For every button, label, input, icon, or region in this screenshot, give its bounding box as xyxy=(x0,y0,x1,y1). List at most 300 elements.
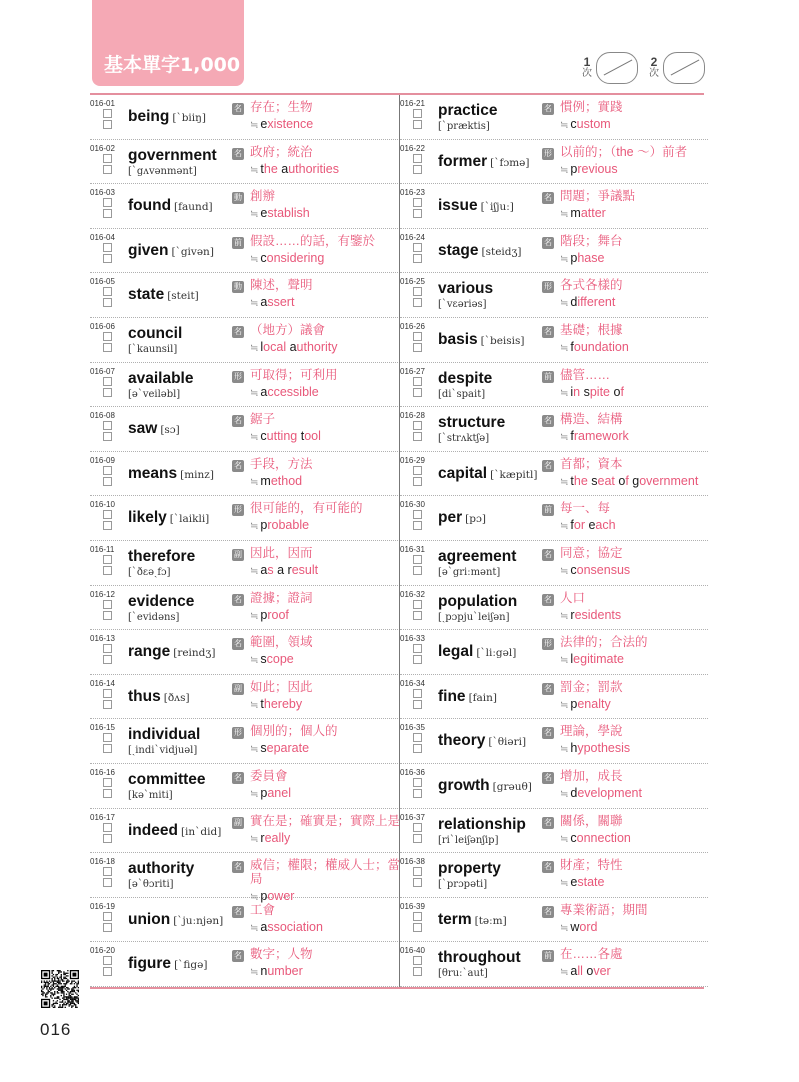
headword: thus xyxy=(128,687,161,705)
qr-module xyxy=(62,1005,63,1006)
qr-module xyxy=(54,987,55,988)
review-checkbox[interactable] xyxy=(103,377,112,386)
qr-code[interactable] xyxy=(41,970,79,1008)
qr-module xyxy=(67,970,68,971)
synonym-part: anel xyxy=(267,785,291,800)
review-checkbox[interactable] xyxy=(413,243,422,252)
page-number: 016 xyxy=(40,1020,72,1039)
word-line xyxy=(438,911,548,929)
definition-block xyxy=(250,234,400,267)
qr-module xyxy=(59,983,60,984)
qr-module xyxy=(53,986,54,987)
synonym-part: p xyxy=(570,696,578,711)
entry-number: 016-15 xyxy=(90,723,115,733)
qr-module xyxy=(66,975,67,976)
approx-icon: ≒ xyxy=(560,788,569,800)
qr-module xyxy=(46,980,47,981)
approx-icon: ≒ xyxy=(250,164,259,176)
qr-module xyxy=(58,970,59,971)
headword: committee xyxy=(128,770,206,788)
synonym-part: p xyxy=(260,785,268,800)
qr-module xyxy=(54,978,55,979)
review-tracker-2[interactable] xyxy=(647,52,705,84)
qr-module xyxy=(61,987,62,988)
entry-number: 016-10 xyxy=(90,500,115,510)
phonetic: [əˋθɔriti] xyxy=(128,879,174,891)
review-checkbox[interactable] xyxy=(413,689,422,698)
review-checkbox[interactable] xyxy=(103,733,112,742)
review-checkbox[interactable] xyxy=(103,120,112,129)
review-checkbox[interactable] xyxy=(413,298,422,307)
word-block xyxy=(438,318,548,362)
word-line xyxy=(128,548,238,566)
qr-module xyxy=(44,986,45,987)
synonym-part: m xyxy=(260,473,271,488)
synonym xyxy=(560,117,710,133)
qr-module xyxy=(61,990,62,991)
qr-module xyxy=(54,994,55,995)
review-checkbox[interactable] xyxy=(413,834,422,843)
qr-module xyxy=(59,970,60,971)
review-checkbox[interactable] xyxy=(413,912,422,921)
review-checkbox[interactable] xyxy=(103,521,112,530)
qr-module xyxy=(50,992,51,993)
definition: 階段；舞台 xyxy=(560,233,623,248)
synonym-part: xistence xyxy=(267,117,314,131)
definition: 人口 xyxy=(560,590,586,605)
review-checkbox[interactable] xyxy=(413,254,422,263)
vocab-entry xyxy=(400,452,708,497)
phonetic: [ˋevidəns] xyxy=(128,611,180,623)
review-checkbox[interactable] xyxy=(103,466,112,475)
definition-block xyxy=(250,947,400,980)
definition: 法律的；合法的 xyxy=(560,635,648,650)
qr-module xyxy=(62,1000,63,1001)
qr-module xyxy=(61,979,62,980)
review-checkbox[interactable] xyxy=(413,555,422,564)
review-checkbox[interactable] xyxy=(103,343,112,352)
review-checkbox[interactable] xyxy=(103,823,112,832)
review-checkbox[interactable] xyxy=(103,867,112,876)
synonym-part: a xyxy=(260,384,268,399)
vocab-entry xyxy=(400,764,708,809)
vocab-entry xyxy=(400,496,708,541)
qr-module xyxy=(58,973,59,974)
review-checkbox[interactable] xyxy=(103,644,112,653)
review-checkbox[interactable] xyxy=(413,198,422,207)
definition-block xyxy=(560,278,710,311)
review-checkbox[interactable] xyxy=(413,154,422,163)
synonym-part: p xyxy=(260,607,268,622)
part-of-speech-badge: 名 xyxy=(544,193,552,203)
qr-module xyxy=(62,991,63,992)
definition: 關係，關聯 xyxy=(560,813,623,828)
review-checkbox[interactable] xyxy=(103,388,112,397)
tracker-number: 2 xyxy=(650,55,658,69)
definition-block xyxy=(560,412,710,445)
approx-icon: ≒ xyxy=(250,298,259,310)
qr-module xyxy=(61,1001,62,1002)
approx-icon: ≒ xyxy=(560,476,569,488)
review-checkbox[interactable] xyxy=(413,377,422,386)
entry-number: 016-28 xyxy=(400,411,425,421)
definition-block xyxy=(250,145,400,178)
synonym xyxy=(250,518,400,534)
qr-module xyxy=(78,1003,79,1004)
headword: indeed xyxy=(128,821,178,839)
qr-module xyxy=(74,999,75,1000)
review-checkbox[interactable] xyxy=(413,388,422,397)
synonym-part: a xyxy=(277,562,288,577)
review-checkbox[interactable] xyxy=(103,254,112,263)
qr-module xyxy=(53,984,54,985)
qr-module xyxy=(61,974,62,975)
review-checkbox[interactable] xyxy=(103,956,112,965)
review-checkbox[interactable] xyxy=(413,209,422,218)
qr-module xyxy=(57,970,58,971)
phonetic: [pɔ] xyxy=(465,513,486,526)
vocab-entry xyxy=(400,541,708,586)
qr-module xyxy=(72,1005,73,1006)
review-checkbox[interactable] xyxy=(413,644,422,653)
review-checkbox[interactable] xyxy=(103,421,112,430)
synonym xyxy=(250,340,400,356)
synonym xyxy=(560,162,710,178)
qr-module xyxy=(58,983,59,984)
qr-module xyxy=(76,994,77,995)
qr-module xyxy=(66,1003,67,1004)
phonetic: [ˋpræktis] xyxy=(438,121,490,132)
qr-module xyxy=(53,988,54,989)
review-checkbox[interactable] xyxy=(103,154,112,163)
approx-icon: ≒ xyxy=(250,253,259,265)
review-checkbox[interactable] xyxy=(103,923,112,932)
review-checkbox[interactable] xyxy=(103,332,112,341)
review-checkbox[interactable] xyxy=(413,655,422,664)
synonym-part: esidents xyxy=(574,607,622,622)
synonym-part: p xyxy=(260,518,268,533)
qr-module xyxy=(62,998,63,999)
headword: former xyxy=(438,152,488,170)
qr-module xyxy=(74,986,75,987)
review-checkbox[interactable] xyxy=(103,878,112,887)
qr-module xyxy=(76,990,77,991)
review-checkbox[interactable] xyxy=(413,120,422,129)
synonym xyxy=(560,741,710,757)
word-block xyxy=(438,942,548,986)
qr-module xyxy=(51,979,52,980)
qr-module xyxy=(61,971,62,972)
review-checkbox[interactable] xyxy=(103,700,112,709)
headword: being xyxy=(128,108,170,125)
review-checkbox[interactable] xyxy=(103,209,112,218)
qr-module xyxy=(65,996,66,997)
part-of-speech-badge: 名 xyxy=(544,326,552,336)
review-checkbox[interactable] xyxy=(103,287,112,296)
qr-module xyxy=(69,998,70,999)
qr-module xyxy=(59,971,60,972)
synonym-part: revious xyxy=(577,161,618,176)
synonym-part: h xyxy=(570,741,578,756)
phonetic: [kəˋmiti] xyxy=(128,789,173,801)
qr-module xyxy=(66,999,67,1000)
synonym xyxy=(560,964,710,980)
phonetic: [diˋspait] xyxy=(438,388,486,400)
vocab-entry xyxy=(90,719,398,764)
word-block xyxy=(128,363,238,407)
review-checkbox[interactable] xyxy=(103,778,112,787)
review-checkbox[interactable] xyxy=(413,611,422,620)
review-checkbox[interactable] xyxy=(103,611,112,620)
review-checkbox[interactable] xyxy=(103,834,112,843)
review-checkbox[interactable] xyxy=(103,744,112,753)
definition-block xyxy=(250,412,400,445)
definition-block xyxy=(250,278,400,311)
review-checkbox[interactable] xyxy=(103,912,112,921)
review-checkbox[interactable] xyxy=(413,510,422,519)
synonym xyxy=(560,206,710,222)
synonym-part: utting xyxy=(266,429,301,444)
vocab-entry xyxy=(90,630,398,675)
synonym-part: w xyxy=(570,919,580,934)
synonym-part: d xyxy=(570,295,578,310)
qr-module xyxy=(65,978,66,979)
review-checkbox[interactable] xyxy=(103,967,112,976)
review-checkbox[interactable] xyxy=(103,432,112,441)
review-checkbox[interactable] xyxy=(413,956,422,965)
review-checkbox[interactable] xyxy=(103,243,112,252)
review-checkbox[interactable] xyxy=(413,823,422,832)
synonym-part: stablish xyxy=(267,206,310,221)
review-checkbox[interactable] xyxy=(103,655,112,664)
qr-module xyxy=(62,980,63,981)
word-line xyxy=(438,414,548,432)
qr-module xyxy=(72,1001,73,1002)
review-checkbox[interactable] xyxy=(413,165,422,174)
vocab-entry xyxy=(400,853,708,898)
qr-module xyxy=(75,987,76,988)
review-checkbox[interactable] xyxy=(413,600,422,609)
qr-module xyxy=(66,987,67,988)
qr-module xyxy=(63,983,64,984)
approx-icon: ≒ xyxy=(250,788,259,800)
approx-icon: ≒ xyxy=(250,521,259,533)
qr-module xyxy=(75,982,76,983)
qr-module xyxy=(69,1001,70,1002)
qr-module xyxy=(57,984,58,985)
synonym-part: ramework xyxy=(573,429,629,444)
definition-block xyxy=(560,189,710,222)
vocab-entry xyxy=(90,407,398,452)
definition-block xyxy=(560,368,710,401)
headword: saw xyxy=(128,420,158,438)
review-checkbox[interactable] xyxy=(413,521,422,530)
synonym-part: ustom xyxy=(576,117,611,131)
part-of-speech-badge: 名 xyxy=(544,683,552,693)
approx-icon: ≒ xyxy=(250,967,259,979)
qr-module xyxy=(63,1004,64,1005)
review-checkbox[interactable] xyxy=(413,733,422,742)
review-checkbox[interactable] xyxy=(413,778,422,787)
word-list-left xyxy=(90,95,401,987)
definition-block xyxy=(560,323,710,356)
review-checkbox[interactable] xyxy=(103,298,112,307)
headword: fine xyxy=(438,687,466,705)
synonym xyxy=(250,831,400,847)
synonym-part: s xyxy=(583,384,590,399)
part-of-speech-badge: 形 xyxy=(544,282,552,292)
review-checkbox[interactable] xyxy=(103,566,112,575)
definition: 手段，方法 xyxy=(250,456,313,471)
qr-module xyxy=(78,1000,79,1001)
review-checkbox[interactable] xyxy=(413,923,422,932)
synonym-part: t xyxy=(260,696,264,711)
review-checkbox[interactable] xyxy=(413,867,422,876)
word-block xyxy=(128,318,238,362)
word-block xyxy=(128,675,238,719)
definition-block xyxy=(250,501,400,534)
review-checkbox[interactable] xyxy=(413,466,422,475)
qr-module xyxy=(62,986,63,987)
bottom-rule xyxy=(90,987,704,989)
synonym xyxy=(250,741,400,757)
part-of-speech-badge: 副 xyxy=(234,817,242,827)
review-checkbox[interactable] xyxy=(413,287,422,296)
qr-module xyxy=(63,998,64,999)
review-checkbox[interactable] xyxy=(413,967,422,976)
vocab-entry xyxy=(400,273,708,318)
word-block xyxy=(438,273,548,317)
qr-module xyxy=(53,980,54,981)
approx-icon: ≒ xyxy=(560,120,569,131)
review-checkbox[interactable] xyxy=(413,477,422,486)
review-checkbox[interactable] xyxy=(413,789,422,798)
part-of-speech-badge: 形 xyxy=(234,505,242,515)
qr-module xyxy=(67,980,68,981)
qr-module xyxy=(54,977,55,978)
qr-module xyxy=(76,986,77,987)
review-checkbox[interactable] xyxy=(103,789,112,798)
vocab-entry xyxy=(400,586,708,631)
vocab-entry xyxy=(90,853,401,904)
review-checkbox[interactable] xyxy=(413,332,422,341)
qr-module xyxy=(63,973,64,974)
synonym-part: c xyxy=(260,250,267,265)
phonetic: [təːm] xyxy=(474,914,507,927)
qr-module xyxy=(63,991,64,992)
approx-icon: ≒ xyxy=(560,209,569,221)
review-checkbox[interactable] xyxy=(413,700,422,709)
review-checkbox[interactable] xyxy=(103,165,112,174)
approx-icon: ≒ xyxy=(560,833,569,845)
tracker-checkbox[interactable] xyxy=(596,52,638,84)
definition: 同意；協定 xyxy=(560,545,623,560)
part-of-speech-badge: 名 xyxy=(544,460,552,470)
part-of-speech-badge: 名 xyxy=(544,416,552,426)
qr-module xyxy=(42,991,43,992)
phonetic: [ˋprɔpəti] xyxy=(438,879,488,891)
definition-block xyxy=(560,858,710,891)
review-checkbox[interactable] xyxy=(413,744,422,753)
entry-number: 016-38 xyxy=(400,857,425,867)
part-of-speech-badge: 名 xyxy=(234,906,242,916)
word-block xyxy=(128,140,238,184)
qr-module xyxy=(70,1004,71,1005)
tracker-checkbox[interactable] xyxy=(663,52,705,84)
qr-module xyxy=(41,980,42,981)
qr-module xyxy=(66,996,67,997)
synonym xyxy=(560,518,710,534)
headword: term xyxy=(438,910,472,928)
review-checkbox[interactable] xyxy=(103,198,112,207)
review-checkbox[interactable] xyxy=(103,477,112,486)
qr-module xyxy=(54,980,55,981)
review-checkbox[interactable] xyxy=(103,555,112,564)
headword: evidence xyxy=(128,592,195,610)
page-title: 基本單字1,000 xyxy=(104,54,241,76)
qr-module xyxy=(62,987,63,988)
qr-module xyxy=(44,992,45,993)
definition: 個別的；個人的 xyxy=(250,724,338,739)
vocab-entry xyxy=(90,184,398,229)
synonym xyxy=(250,117,400,133)
qr-module xyxy=(57,982,58,983)
qr-module xyxy=(53,982,54,983)
synonym-part: c xyxy=(570,562,577,577)
entry-number: 016-06 xyxy=(90,321,115,331)
vocab-entry xyxy=(90,229,398,274)
review-checkbox[interactable] xyxy=(413,421,422,430)
definition: 創辦 xyxy=(250,189,276,204)
synonym xyxy=(250,697,400,713)
qr-module xyxy=(66,983,67,984)
qr-module xyxy=(67,982,68,983)
qr-module xyxy=(57,996,58,997)
synonym-part: e xyxy=(588,518,596,533)
review-tracker-1[interactable] xyxy=(580,52,638,84)
review-checkbox[interactable] xyxy=(413,343,422,352)
qr-module xyxy=(70,995,71,996)
qr-module xyxy=(51,978,52,979)
part-of-speech-badge: 形 xyxy=(234,371,242,381)
review-checkbox[interactable] xyxy=(413,566,422,575)
review-checkbox[interactable] xyxy=(103,109,112,118)
qr-module xyxy=(59,1007,60,1008)
review-checkbox[interactable] xyxy=(413,878,422,887)
synonym xyxy=(560,697,710,713)
review-checkbox[interactable] xyxy=(103,689,112,698)
word-line xyxy=(438,242,548,260)
approx-icon: ≒ xyxy=(560,298,569,310)
word-block xyxy=(128,541,238,585)
qr-module xyxy=(61,986,62,987)
review-checkbox[interactable] xyxy=(103,600,112,609)
qr-module xyxy=(45,996,46,997)
qr-module xyxy=(72,991,73,992)
word-block xyxy=(438,140,548,184)
qr-module xyxy=(50,995,51,996)
headword: relationship xyxy=(438,815,526,833)
qr-module xyxy=(67,996,68,997)
word-block xyxy=(438,496,548,540)
review-checkbox[interactable] xyxy=(413,432,422,441)
review-checkbox[interactable] xyxy=(413,109,422,118)
vocab-entry xyxy=(90,942,398,987)
qr-module xyxy=(54,991,55,992)
review-checkbox[interactable] xyxy=(103,510,112,519)
synonym-part: a xyxy=(289,339,297,354)
definition-block xyxy=(250,769,400,802)
